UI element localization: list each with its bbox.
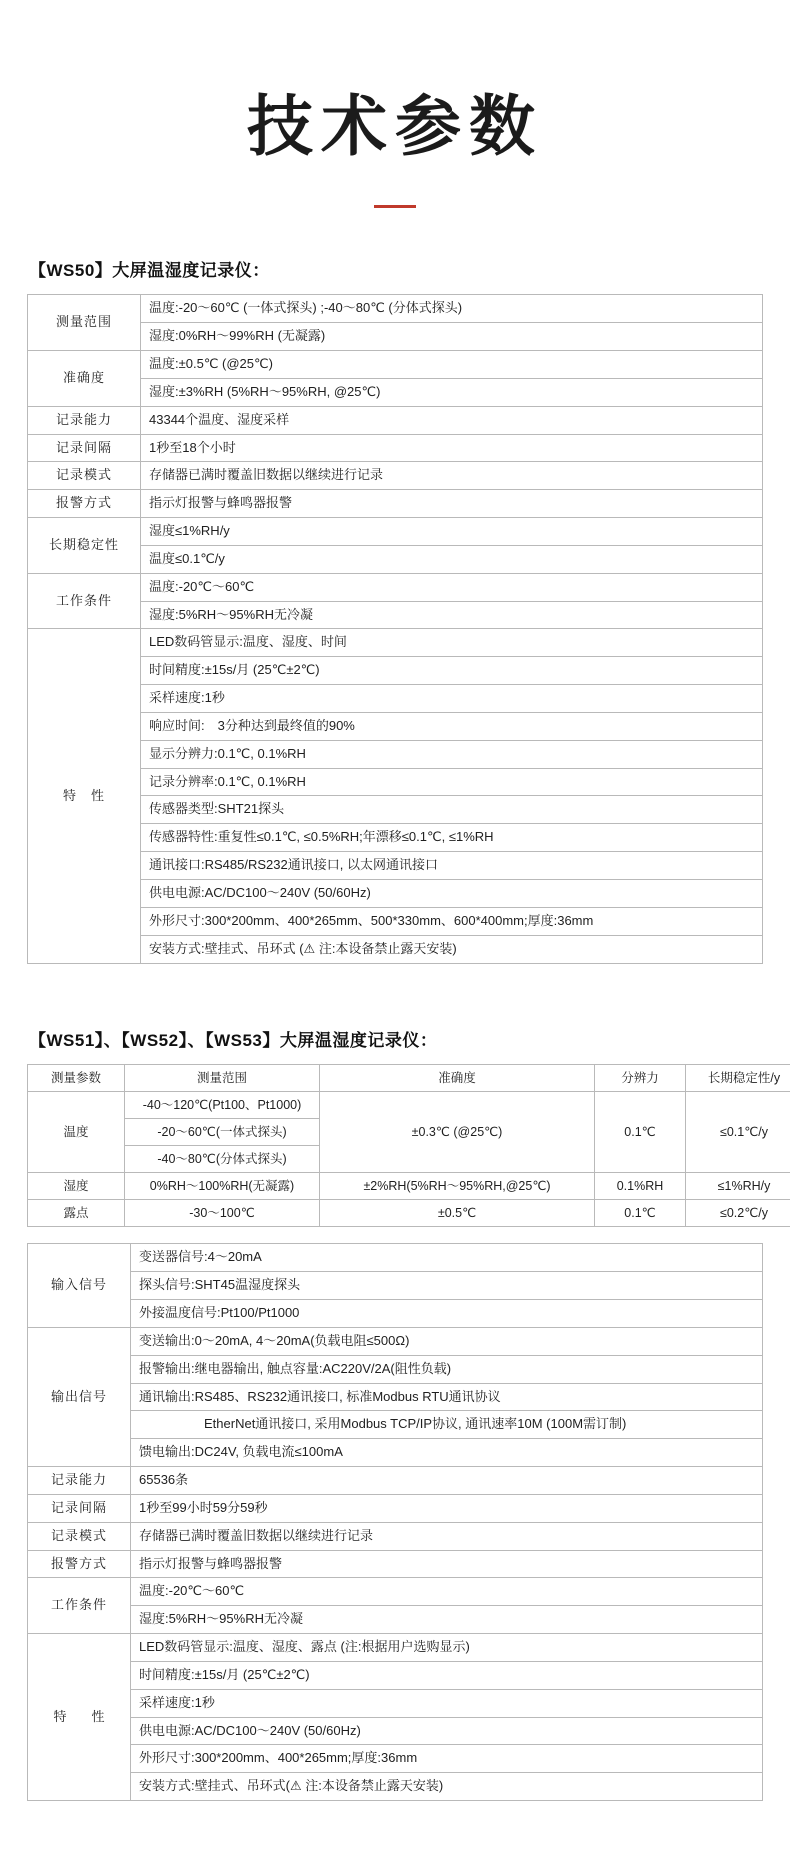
row-value: -40～120℃(Pt100、Pt1000) [125,1091,320,1118]
table-row [28,1383,763,1411]
table-row [28,1173,790,1200]
row-value: 外形尺寸:300*200mm、400*265mm、500*330mm、600*400mm;厚度:36mm [141,907,763,935]
table-row [28,1717,763,1745]
row-value: LED数码管显示:温度、湿度、时间 [141,629,763,657]
row-value: 时间精度:±15s/月 (25℃±2℃) [131,1661,763,1689]
row-value: 安装方式:壁挂式、吊环式(⚠ 注:本设备禁止露天安装) [131,1773,763,1801]
row-value: ±2%RH(5%RH～95%RH,@25℃) [320,1173,595,1200]
row-value: EtherNet通讯接口, 采用Modbus TCP/IP协议, 通讯速率10M (100M需订制) [131,1411,763,1439]
row-value: 指示灯报警与蜂鸣器报警 [141,490,763,518]
table-row [28,1091,790,1118]
row-value: 1秒至99小时59分59秒 [131,1494,763,1522]
table-row [28,629,763,657]
table-row [28,1634,763,1662]
row-value: 安装方式:壁挂式、吊环式 (⚠ 注:本设备禁止露天安装) [141,935,763,963]
ws51-detail-table [27,1243,763,1801]
row-value: 显示分辨力:0.1℃, 0.1%RH [141,740,763,768]
ws50-spec-table [27,294,763,963]
row-label: 长期稳定性 [28,518,141,574]
row-label: 报警方式 [28,1550,131,1578]
table-row [28,1272,763,1300]
row-value: 湿度:5%RH～95%RH无冷凝 [131,1606,763,1634]
row-value: 采样速度:1秒 [131,1689,763,1717]
row-label: 准确度 [28,350,141,406]
row-value: 传感器特性:重复性≤0.1℃, ≤0.5%RH;年漂移≤0.1℃, ≤1%RH [141,824,763,852]
row-label: 露点 [28,1200,125,1227]
section-heading-ws51: 【WS51】、【WS52】、【WS53】大屏温湿度记录仪： [29,1026,763,1051]
row-label: 温度 [28,1091,125,1172]
row-value: 65536条 [131,1467,763,1495]
row-label: 记录模式 [28,1522,131,1550]
row-value: 变送输出:0～20mA, 4～20mA(负载电阻≤500Ω) [131,1327,763,1355]
row-value: 通讯接口:RS485/RS232通讯接口, 以太网通讯接口 [141,852,763,880]
column-header: 分辨力 [595,1064,686,1091]
row-value: 指示灯报警与蜂鸣器报警 [131,1550,763,1578]
row-label: 输入信号 [28,1244,131,1328]
table-row [28,434,763,462]
row-value: 采样速度:1秒 [141,685,763,713]
table-spacer [27,1227,763,1243]
row-value: 馈电输出:DC24V, 负载电流≤100mA [131,1439,763,1467]
row-label: 工作条件 [28,573,141,629]
row-label: 湿度 [28,1173,125,1200]
row-value: 温度:-20～60℃ (一体式探头) ;-40～80℃ (分体式探头) [141,295,763,323]
row-label: 记录间隔 [28,434,141,462]
table-row [28,1439,763,1467]
row-value: LED数码管显示:温度、湿度、露点 (注:根据用户选购显示) [131,1634,763,1662]
row-label: 记录能力 [28,1467,131,1495]
table-row [28,1299,763,1327]
row-value: 温度:-20℃～60℃ [141,573,763,601]
table-header-row [28,1064,790,1091]
table-row [28,573,763,601]
row-value: 变送器信号:4～20mA [131,1244,763,1272]
table-row [28,1689,763,1717]
table-row [28,1355,763,1383]
table-row [28,1773,763,1801]
row-value: -40～80℃(分体式探头) [125,1145,320,1172]
table-row [28,462,763,490]
table-row [28,490,763,518]
row-value: 湿度:0%RH～99%RH (无凝露) [141,323,763,351]
table-row [28,1745,763,1773]
column-header: 测量参数 [28,1064,125,1091]
row-label: 记录间隔 [28,1494,131,1522]
page-title: 技术参数 [27,92,763,161]
row-value: 温度:±0.5℃ (@25℃) [141,350,763,378]
row-value: 存储器已满时覆盖旧数据以继续进行记录 [131,1522,763,1550]
row-value: ≤1%RH/y [686,1173,790,1200]
row-value: 存储器已满时覆盖旧数据以继续进行记录 [141,462,763,490]
row-label: 测量范围 [28,295,141,351]
table-row [28,406,763,434]
row-value: 供电电源:AC/DC100～240V (50/60Hz) [131,1717,763,1745]
row-value: 43344个温度、湿度采样 [141,406,763,434]
row-value: 0.1℃ [595,1200,686,1227]
row-value: ≤0.2℃/y [686,1200,790,1227]
row-value: -20～60℃(一体式探头) [125,1118,320,1145]
table-row [28,1522,763,1550]
table-row [28,1550,763,1578]
table-row [28,1411,763,1439]
table-row [28,518,763,546]
row-value: 湿度:5%RH～95%RH无冷凝 [141,601,763,629]
row-value: 报警输出:继电器输出, 触点容量:AC220V/2A(阻性负载) [131,1355,763,1383]
row-value: 湿度≤1%RH/y [141,518,763,546]
column-header: 长期稳定性/y [686,1064,790,1091]
column-header: 测量范围 [125,1064,320,1091]
row-value: 外形尺寸:300*200mm、400*265mm;厚度:36mm [131,1745,763,1773]
table-row [28,1661,763,1689]
row-value: 传感器类型:SHT21探头 [141,796,763,824]
row-label: 工作条件 [28,1578,131,1634]
page-bottom-spacer [27,1801,763,1861]
row-value: 湿度:±3%RH (5%RH～95%RH, @25℃) [141,378,763,406]
row-value: 探头信号:SHT45温湿度探头 [131,1272,763,1300]
row-label: 记录能力 [28,406,141,434]
title-divider [374,205,416,208]
table-row [28,1200,790,1227]
column-header: 准确度 [320,1064,595,1091]
table-row [28,1494,763,1522]
row-value: 温度≤0.1℃/y [141,545,763,573]
row-value: 1秒至18个小时 [141,434,763,462]
table-row [28,1578,763,1606]
row-label: 输出信号 [28,1327,131,1466]
row-value: 记录分辨率:0.1℃, 0.1%RH [141,768,763,796]
row-value: 温度:-20℃～60℃ [131,1578,763,1606]
row-value: -30～100℃ [125,1200,320,1227]
row-value: 0.1%RH [595,1173,686,1200]
table-row [28,295,763,323]
row-value: 响应时间: 3分种达到最终值的90% [141,712,763,740]
row-value: 时间精度:±15s/月 (25℃±2℃) [141,657,763,685]
row-value: 0%RH～100%RH(无凝露) [125,1173,320,1200]
table-row [28,1467,763,1495]
table-row [28,1606,763,1634]
row-value: 外接温度信号:Pt100/Pt1000 [131,1299,763,1327]
row-label: 特 性 [28,1634,131,1801]
row-value: 通讯输出:RS485、RS232通讯接口, 标准Modbus RTU通讯协议 [131,1383,763,1411]
row-label: 特 性 [28,629,141,963]
row-value: ≤0.1℃/y [686,1091,790,1172]
table-row [28,1244,763,1272]
ws51-measurement-table [27,1064,790,1228]
title-block [27,0,763,208]
row-value: ±0.5℃ [320,1200,595,1227]
section-heading-ws50: 【WS50】大屏温湿度记录仪： [29,256,763,281]
row-label: 报警方式 [28,490,141,518]
table-row [28,350,763,378]
row-value: 0.1℃ [595,1091,686,1172]
row-value: ±0.3℃ (@25℃) [320,1091,595,1172]
table-row [28,1327,763,1355]
row-value: 供电电源:AC/DC100～240V (50/60Hz) [141,880,763,908]
row-label: 记录模式 [28,462,141,490]
